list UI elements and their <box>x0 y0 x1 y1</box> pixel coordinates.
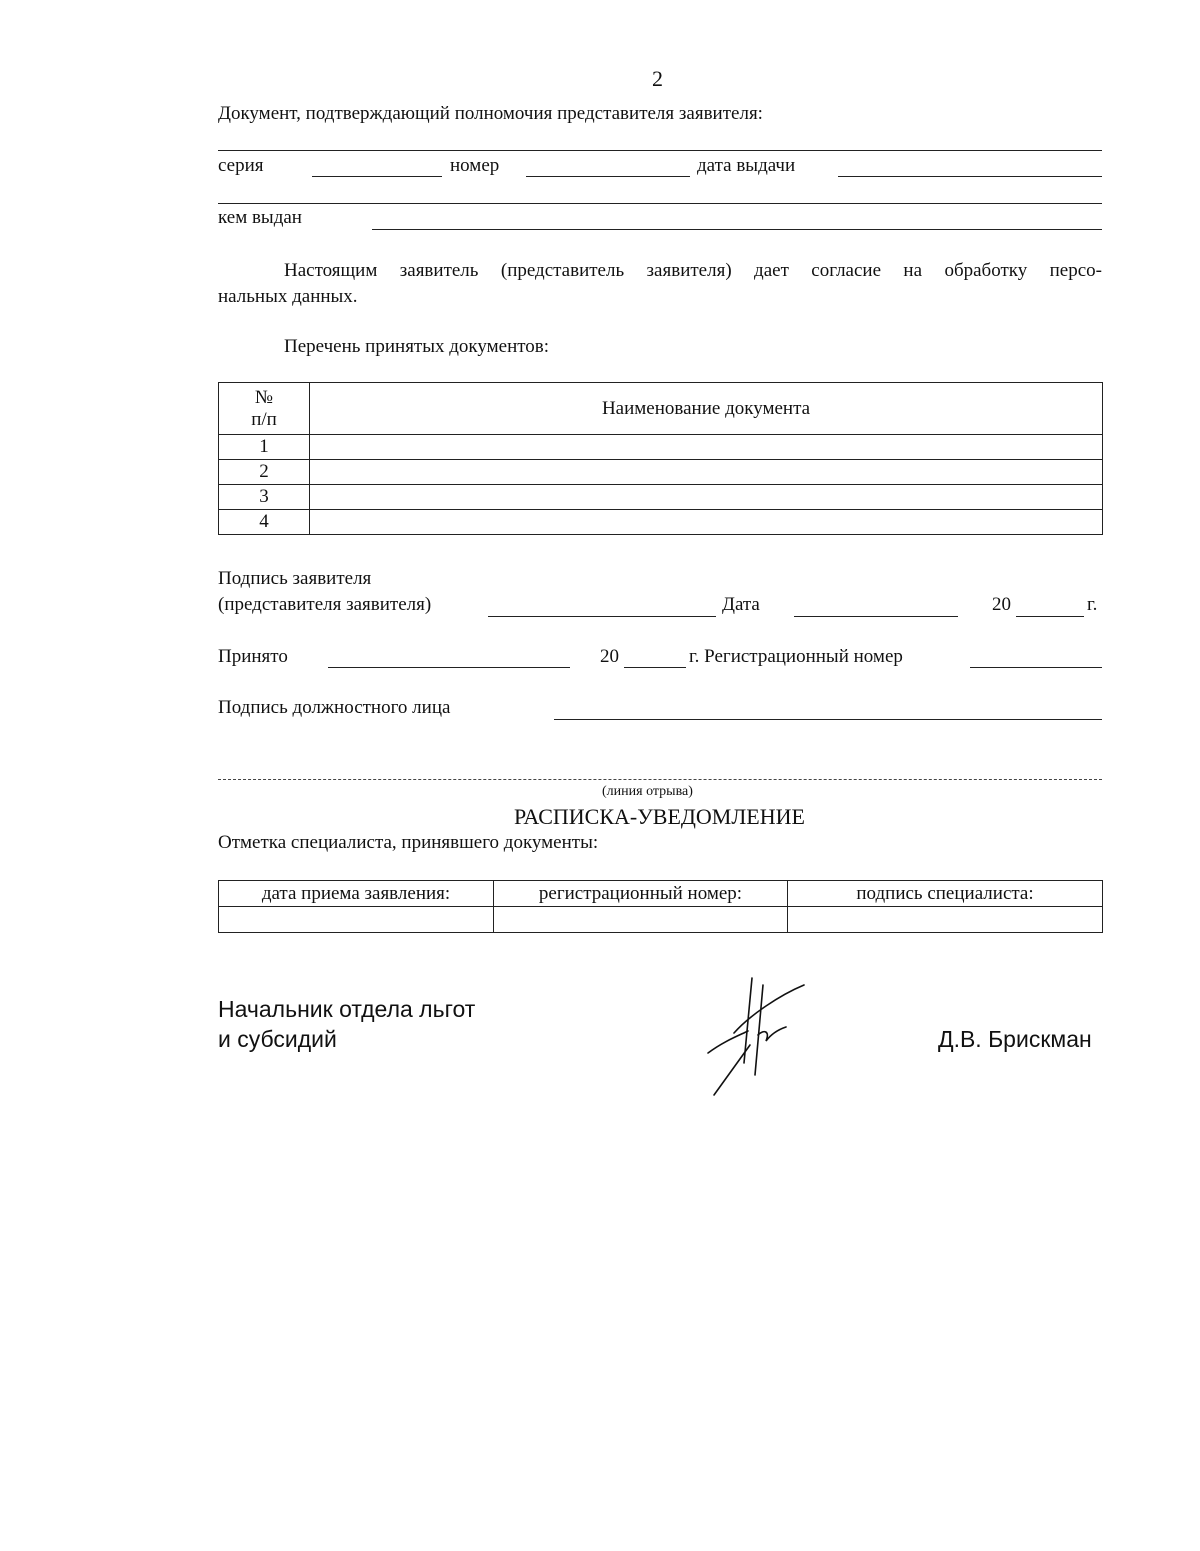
consent-line-2: нальных данных. <box>218 286 358 307</box>
table-row <box>219 510 1103 535</box>
applicant-sig-line2: (представителя заявителя) <box>218 594 432 615</box>
accepted-year-prefix: 20 <box>600 646 619 667</box>
table-row <box>219 485 1103 510</box>
col-num-line1: № <box>254 386 274 408</box>
tear-line <box>218 779 1102 780</box>
official-sig-field[interactable] <box>554 719 1102 720</box>
applicant-sig-field[interactable] <box>488 616 716 617</box>
row-doc-name[interactable] <box>310 510 1103 535</box>
tear-line-label: (линия отрыва) <box>602 784 693 799</box>
accepted-year-field[interactable] <box>624 667 686 668</box>
position-line1: Начальник отдела льгот <box>218 996 476 1022</box>
accepted-field[interactable] <box>328 667 570 668</box>
position-line2: и субсидий <box>218 1026 337 1052</box>
page-number: 2 <box>652 66 663 91</box>
series-label: серия <box>218 155 264 176</box>
col-date-header: дата приема заявления: <box>219 881 494 907</box>
receipt-sign-cell[interactable] <box>788 907 1103 933</box>
receipt-title: РАСПИСКА-УВЕДОМЛЕНИЕ <box>514 804 805 829</box>
col-num-line2: п/п <box>251 408 277 430</box>
auth-doc-line-2 <box>218 203 1102 204</box>
issued-by-label: кем выдан <box>218 207 302 228</box>
receipt-table <box>218 880 1103 933</box>
row-num: 3 <box>219 485 310 510</box>
series-field[interactable] <box>312 176 442 177</box>
applicant-sig-line1: Подпись заявителя <box>218 568 372 589</box>
year-suffix: г. <box>1087 594 1098 615</box>
signer-name: Д.В. Брискман <box>938 1026 1092 1052</box>
handwritten-signature <box>700 975 810 1100</box>
table-header-row <box>219 383 1103 435</box>
receipt-date-cell[interactable] <box>219 907 494 933</box>
issue-date-label: дата выдачи <box>697 155 796 176</box>
official-sig-label: Подпись должностного лица <box>218 697 451 718</box>
year-prefix: 20 <box>992 594 1011 615</box>
receipt-header-row <box>219 881 1103 907</box>
row-num: 4 <box>219 510 310 535</box>
number-label: номер <box>450 155 500 176</box>
row-doc-name[interactable] <box>310 485 1103 510</box>
auth-doc-line <box>218 150 1102 151</box>
reg-number-label: г. Регистрационный номер <box>689 646 903 667</box>
issued-by-field[interactable] <box>372 229 1102 230</box>
table-row <box>219 435 1103 460</box>
row-doc-name[interactable] <box>310 460 1103 485</box>
table-row <box>219 460 1103 485</box>
issue-date-field[interactable] <box>838 176 1102 177</box>
auth-doc-label: Документ, подтверждающий полномочия представителя заявителя: <box>218 103 763 124</box>
receipt-row <box>219 907 1103 933</box>
year-field[interactable] <box>1016 616 1084 617</box>
row-doc-name[interactable] <box>310 435 1103 460</box>
row-num: 2 <box>219 460 310 485</box>
date-field[interactable] <box>794 616 958 617</box>
row-num: 1 <box>219 435 310 460</box>
consent-line-1: Настоящим заявитель (представитель заявителя) дает согласие на обработку персо- <box>284 260 1102 281</box>
number-field[interactable] <box>526 176 690 177</box>
specialist-mark-label: Отметка специалиста, принявшего документы: <box>218 832 599 853</box>
receipt-reg-cell[interactable] <box>494 907 788 933</box>
col-name-header: Наименование документа <box>310 383 1103 435</box>
date-label: Дата <box>722 594 760 615</box>
col-reg-header: регистрационный номер: <box>494 881 788 907</box>
docs-list-heading: Перечень принятых документов: <box>284 336 550 357</box>
reg-number-field[interactable] <box>970 667 1102 668</box>
accepted-label: Принято <box>218 646 288 667</box>
col-sign-header: подпись специалиста: <box>788 881 1103 907</box>
docs-table <box>218 382 1103 535</box>
col-num-header <box>219 383 310 435</box>
